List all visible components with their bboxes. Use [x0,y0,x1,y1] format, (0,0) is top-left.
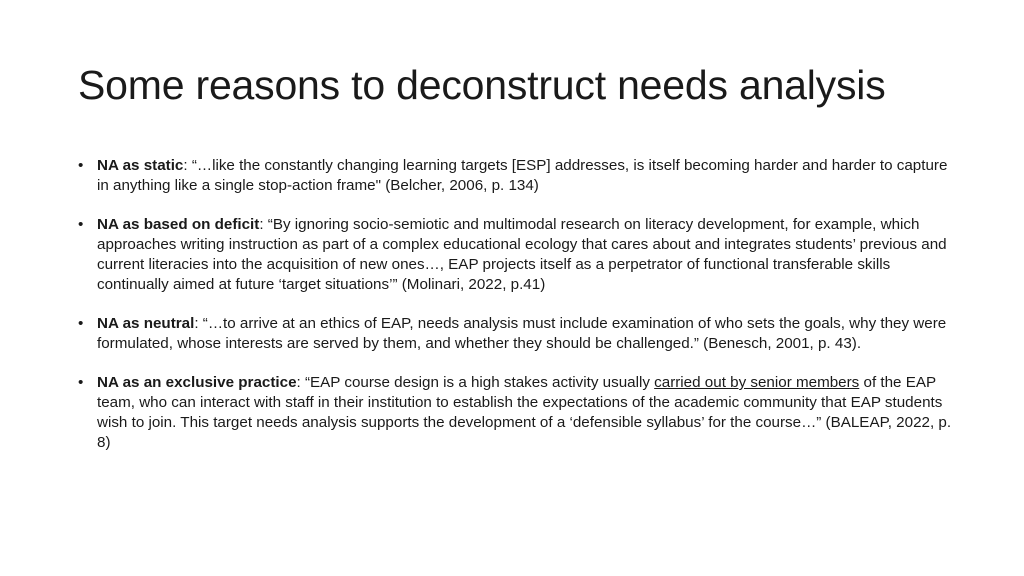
slide-title: Some reasons to deconstruct needs analysis [78,62,886,108]
bullet-body-before: : “EAP course design is a high stakes activity usually [296,374,655,391]
bullet-na-neutral [78,314,953,354]
bullet-text [97,373,953,453]
bullet-body: : “…like the constantly changing learning targets [ESP] addresses, is itself becoming harder and harder to capture in anything like a single stop-action frame" (Belcher, 2006, p. 134) [97,157,948,194]
bullet-na-exclusive [78,373,953,453]
bullet-na-deficit [78,215,953,295]
bullet-marker: • [78,315,84,332]
bullet-body-underlined: carried out by senior members [654,374,860,391]
bullet-body: : “By ignoring socio-semiotic and multimodal research on literacy development, for example, which approaches writing instruction as part of a complex educational ecology that cares about and integrates students’ previous and current literacies into the acquisition of new ones…, EAP projects itself as a perpetrator of functional transferable skills continually aimed at future ‘target situations’” (Molinari, 2022, p.41) [97,216,947,293]
bullet-heading: NA as based on deficit [97,216,260,233]
bullet-marker: • [78,157,84,174]
bullet-heading: NA as static [97,157,184,174]
bullet-text [97,314,953,354]
bullet-body-after: of the EAP team, who can interact with staff in their institution to establish the expectations of the academic community that EAP students wish to join. This target needs analysis supports the development of a ‘defensible syllabus’ for the course…” (BALEAP, 2022, p. 8) [97,374,952,451]
bullet-na-static [78,156,953,196]
bullet-heading: NA as an exclusive practice [97,374,297,391]
bullet-text [97,156,953,196]
bullet-marker: • [78,374,84,391]
bullet-text [97,215,953,295]
bullet-list [78,156,953,472]
bullet-marker: • [78,216,84,233]
bullet-heading: NA as neutral [97,315,195,332]
bullet-body: : “…to arrive at an ethics of EAP, needs analysis must include examination of who sets the goals, why they were formulated, whose interests are served by them, and whether they should be challenged.” (Benesch, 2001, p. 43). [97,315,947,352]
